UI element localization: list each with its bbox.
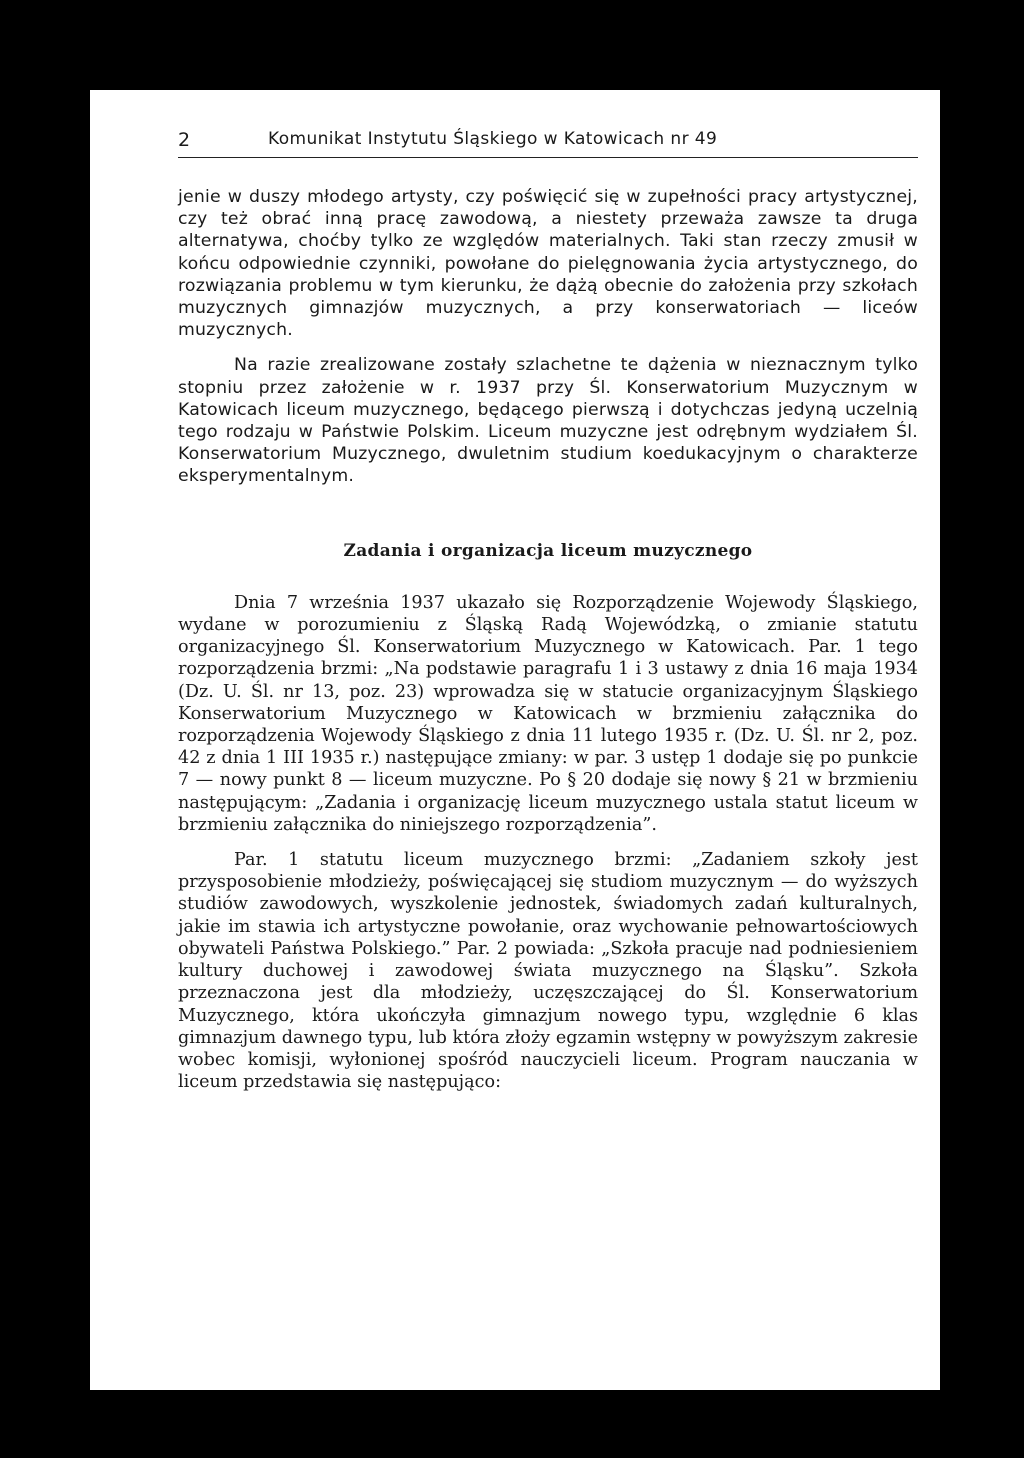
section-heading: Zadania i organizacja liceum muzycznego — [343, 540, 753, 561]
journal-title: Komunikat Instytutu Śląskiego w Katowicach nr 49 — [268, 129, 718, 149]
paragraph-4: Par. 1 statutu liceum muzycznego brzmi: „Zadaniem szkoły jest przysposobienie młodzieży, poświęcającej się studiom muzycznym — do wyższych studiów zawodowych, wyszkolenie jednostek, świadomych zadań kulturalnych, jakie im stawia ich artystyczne powołanie, oraz wychowanie pełnowartościowych obywateli Państwa Polskiego.” Par. 2 powiada: „Szkoła pracuje nad podniesieniem kultury duchowej i zawodowej świata muzycznego na Śląsku”. Szkoła przeznaczona jest dla młodzieży, uczęszczającej do Śl. Konserwatorium Muzycznego, która ukończyła gimnazjum nowego typu, względnie 6 klas gimnazjum dawnego typu, lub która złoży egzamin wstępny w powyższym zakresie wobec komisji, wyłonionej spośród nauczycieli liceum. Program nauczania w liceum przedstawia się następująco: — [178, 850, 918, 1093]
article-body — [178, 186, 918, 1093]
paragraph-2: Na razie zrealizowane zostały szlachetne te dążenia w nieznacznym tylko stopniu przez założenie w r. 1937 przy Śl. Konserwatorium Muzycznym w Katowicach liceum muzycznego, będącego pierwszą i dotychczas jedyną uczelnią tego rodzaju w Państwie Polskim. Liceum muzyczne jest odrębnym wydziałem Śl. Konserwatorium Muzycznego, dwuletnim studium koedukacyjnym o charakterze eksperymentalnym. — [178, 355, 918, 487]
paragraph-3: Dnia 7 września 1937 ukazało się Rozporządzenie Wojewody Śląskiego, wydane w porozumieniu z Śląską Radą Wojewódzką, o zmianie statutu organizacyjnego Śl. Konserwatorium Muzycznego w Katowicach. Par. 1 tego rozporządzenia brzmi: „Na podstawie paragrafu 1 i 3 ustawy z dnia 16 maja 1934 (Dz. U. Śl. nr 13, poz. 23) wprowadza się w statucie organizacyjnym Śląskiego Konserwatorium Muzycznego w Katowicach w brzmieniu załącznika do rozporządzenia Wojewody Śląskiego z dnia 11 lutego 1935 r. (Dz. U. Śl. nr 2, poz. 42 z dnia 1 III 1935 r.) następujące zmiany: w par. 3 ustęp 1 dodaje się po punkcie 7 — nowy punkt 8 — liceum muzyczne. Po § 20 dodaje się nowy § 21 w brzmieniu następującym: „Zadania i organizację liceum muzycznego ustala statut liceum w brzmieniu załącznika do niniejszego rozporządzenia”. — [178, 592, 918, 835]
running-header — [178, 125, 918, 158]
page-number: 2 — [178, 129, 191, 151]
paragraph-1: jenie w duszy młodego artysty, czy poświęcić się w zupełności pracy artystycznej, czy też obrać inną pracę zawodową, a niestety przeważa zawsze ta druga alternatywa, choćby tylko ze względów materialnych. Taki stan rzeczy zmusił w końcu odpowiednie czynniki, powołane do pielęgnowania życia artystycznego, do rozwiązania problemu w tym kierunku, że dążą obecnie do założenia przy szkołach muzycznych gimnazjów muzycznych, a przy konserwatoriach — liceów muzycznych. — [178, 187, 918, 341]
